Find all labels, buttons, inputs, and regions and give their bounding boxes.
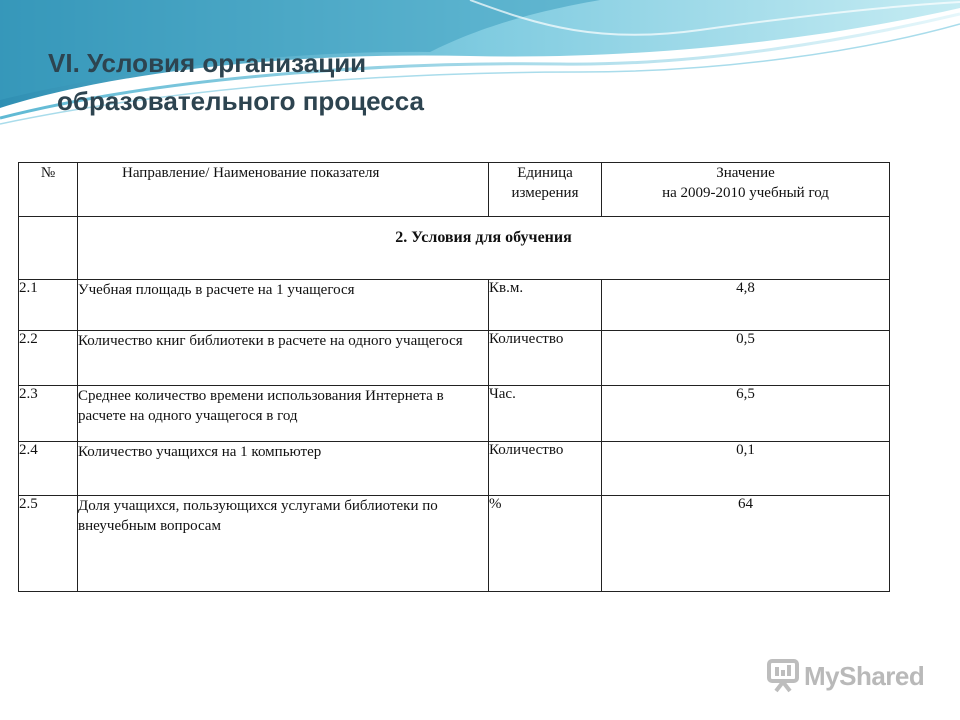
row-unit: Час. <box>489 386 602 442</box>
row-num: 2.1 <box>19 280 78 331</box>
table-row <box>19 386 890 442</box>
slide-title <box>48 44 424 120</box>
row-name: Количество учащихся на 1 компьютер <box>78 442 489 496</box>
row-name: Учебная площадь в расчете на 1 учащегося <box>78 280 489 331</box>
row-num: 2.5 <box>19 496 78 592</box>
table-row <box>19 331 890 386</box>
row-name: Доля учащихся, пользующихся услугами библиотеки по внеучебным вопросам <box>78 496 489 592</box>
header-unit: Единица измерения <box>489 163 602 217</box>
indicators-table <box>18 162 890 592</box>
row-value: 0,5 <box>602 331 890 386</box>
row-name: Количество книг библиотеки в расчете на одного учащегося <box>78 331 489 386</box>
row-value: 6,5 <box>602 386 890 442</box>
table-row <box>19 496 890 592</box>
header-num: № <box>19 163 78 217</box>
row-value: 64 <box>602 496 890 592</box>
header-value <box>602 163 890 217</box>
table-row <box>19 442 890 496</box>
row-num: 2.3 <box>19 386 78 442</box>
table-row <box>19 280 890 331</box>
row-num: 2.4 <box>19 442 78 496</box>
presentation-board-icon <box>766 658 800 694</box>
row-unit: % <box>489 496 602 592</box>
row-value: 0,1 <box>602 442 890 496</box>
watermark-logo[interactable] <box>766 656 924 696</box>
row-num: 2.2 <box>19 331 78 386</box>
section-empty-cell <box>19 217 78 280</box>
section-title: 2. Условия для обучения <box>78 217 890 280</box>
row-name: Среднее количество времени использования Интернета в расчете на одного учащегося в год <box>78 386 489 442</box>
watermark-text: MyShared <box>804 660 925 691</box>
row-unit: Кв.м. <box>489 280 602 331</box>
slide-title-line1: VI. Условия организации <box>48 48 367 78</box>
section-row <box>19 217 890 280</box>
row-unit: Количество <box>489 331 602 386</box>
slide-title-line2: образовательного процесса <box>57 86 424 116</box>
row-unit: Количество <box>489 442 602 496</box>
header-name: Направление/ Наименование показателя <box>78 163 489 217</box>
header-value-line2: на 2009-2010 учебный год <box>662 185 829 201</box>
row-value: 4,8 <box>602 280 890 331</box>
table-header-row <box>19 163 890 217</box>
header-value-line1: Значение <box>716 165 775 181</box>
